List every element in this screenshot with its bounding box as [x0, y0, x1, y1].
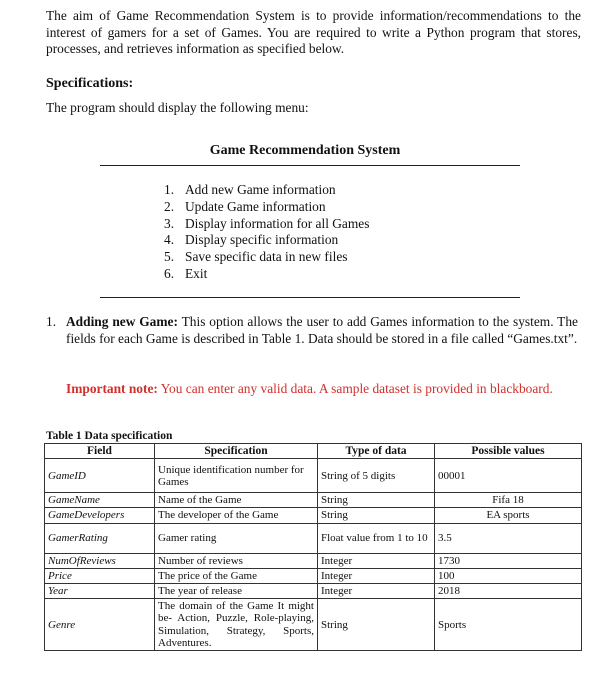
important-note [66, 381, 578, 398]
intro-paragraph: The aim of Game Recommendation System is to provide information/recommendations to the interest of gamers for a set of Games. You are required to write a Python program that stores, processes, and retrieves information as specified below. [46, 8, 581, 56]
menu-item-label: Display information for all Games [185, 215, 370, 231]
table-row [45, 459, 582, 493]
cell-field: Year [45, 584, 155, 599]
menu-item [164, 232, 369, 249]
cell-spec: Name of the Game [155, 493, 318, 508]
menu-item-number: 1. [164, 182, 175, 197]
cell-spec: Number of reviews [155, 553, 318, 568]
cell-spec: The developer of the Game [155, 508, 318, 523]
table-row [45, 508, 582, 523]
menu-item-label: Display specific information [185, 232, 339, 248]
header-values: Possible values [435, 444, 582, 459]
cell-spec: Unique identification number for Games [155, 459, 318, 493]
cell-type: Integer [318, 553, 435, 568]
menu-list [164, 182, 369, 283]
cell-spec: The year of release [155, 584, 318, 599]
menu-item-number: 2. [164, 198, 175, 214]
menu-item [164, 182, 369, 199]
cell-type: Float value from 1 to 10 [318, 523, 435, 553]
table-row [45, 599, 582, 651]
menu-title: Game Recommendation System [209, 143, 401, 158]
menu-item-label: Save specific data in new files [185, 249, 348, 265]
item-description: This option allows the user to add Games information to the system. The fields for each Game is described in Table 1. Data should be stored in a file called “Games.txt”. [66, 314, 579, 346]
table-row [45, 584, 582, 599]
cell-value: 00001 [435, 459, 582, 493]
cell-field: GameName [45, 493, 155, 508]
header-field: Field [45, 444, 155, 459]
cell-value: 2018 [435, 584, 582, 599]
cell-value: 1730 [435, 553, 582, 568]
menu-bottom-rule [100, 297, 520, 298]
menu-top-rule [100, 165, 520, 166]
cell-field: GamerRating [45, 523, 155, 553]
note-label: Important note: [66, 381, 158, 396]
cell-spec: The domain of the Game It might be- Action, Puzzle, Role-playing, Simulation, Strategy, Sports, Adventures. [155, 599, 318, 651]
cell-field: Genre [45, 599, 155, 651]
cell-field: NumOfReviews [45, 553, 155, 568]
menu-item-number: 5. [164, 249, 175, 265]
specifications-text: The program should display the following menu: [46, 100, 309, 115]
item-number: 1. [46, 314, 57, 329]
header-type: Type of data [318, 444, 435, 459]
data-spec-table [44, 443, 582, 651]
table-row [45, 568, 582, 583]
cell-type: String [318, 599, 435, 651]
menu-item-label: Update Game information [185, 198, 326, 214]
table-caption: Table 1 Data specification [46, 430, 173, 442]
cell-spec: The price of the Game [155, 568, 318, 583]
menu-item [164, 249, 369, 266]
cell-type: String [318, 508, 435, 523]
cell-type: Integer [318, 568, 435, 583]
menu-item [164, 199, 369, 216]
cell-type: String of 5 digits [318, 459, 435, 493]
cell-value: Fifa 18 [435, 493, 582, 508]
specifications-heading: Specifications: [46, 76, 134, 91]
cell-spec: Gamer rating [155, 523, 318, 553]
table-header-row [45, 444, 582, 459]
cell-field: GameDevelopers [45, 508, 155, 523]
cell-type: Integer [318, 584, 435, 599]
menu-item-number: 3. [164, 215, 175, 231]
item-adding-new-game [46, 314, 578, 347]
cell-value: Sports [435, 599, 582, 651]
table-row [45, 493, 582, 508]
menu-item-label: Exit [185, 265, 208, 281]
menu-item-label: Add new Game information [185, 182, 336, 197]
cell-value: EA sports [435, 508, 582, 523]
menu-item [164, 216, 369, 233]
menu-item [164, 266, 369, 283]
cell-type: String [318, 493, 435, 508]
table-row [45, 523, 582, 553]
item-title: Adding new Game: [66, 314, 178, 329]
cell-field: GameID [45, 459, 155, 493]
note-text: You can enter any valid data. A sample dataset is provided in blackboard. [157, 381, 553, 396]
cell-value: 100 [435, 568, 582, 583]
cell-value: 3.5 [435, 523, 582, 553]
cell-field: Price [45, 568, 155, 583]
table-row [45, 553, 582, 568]
menu-item-number: 6. [164, 265, 175, 281]
menu-item-number: 4. [164, 232, 175, 248]
header-specification: Specification [155, 444, 318, 459]
